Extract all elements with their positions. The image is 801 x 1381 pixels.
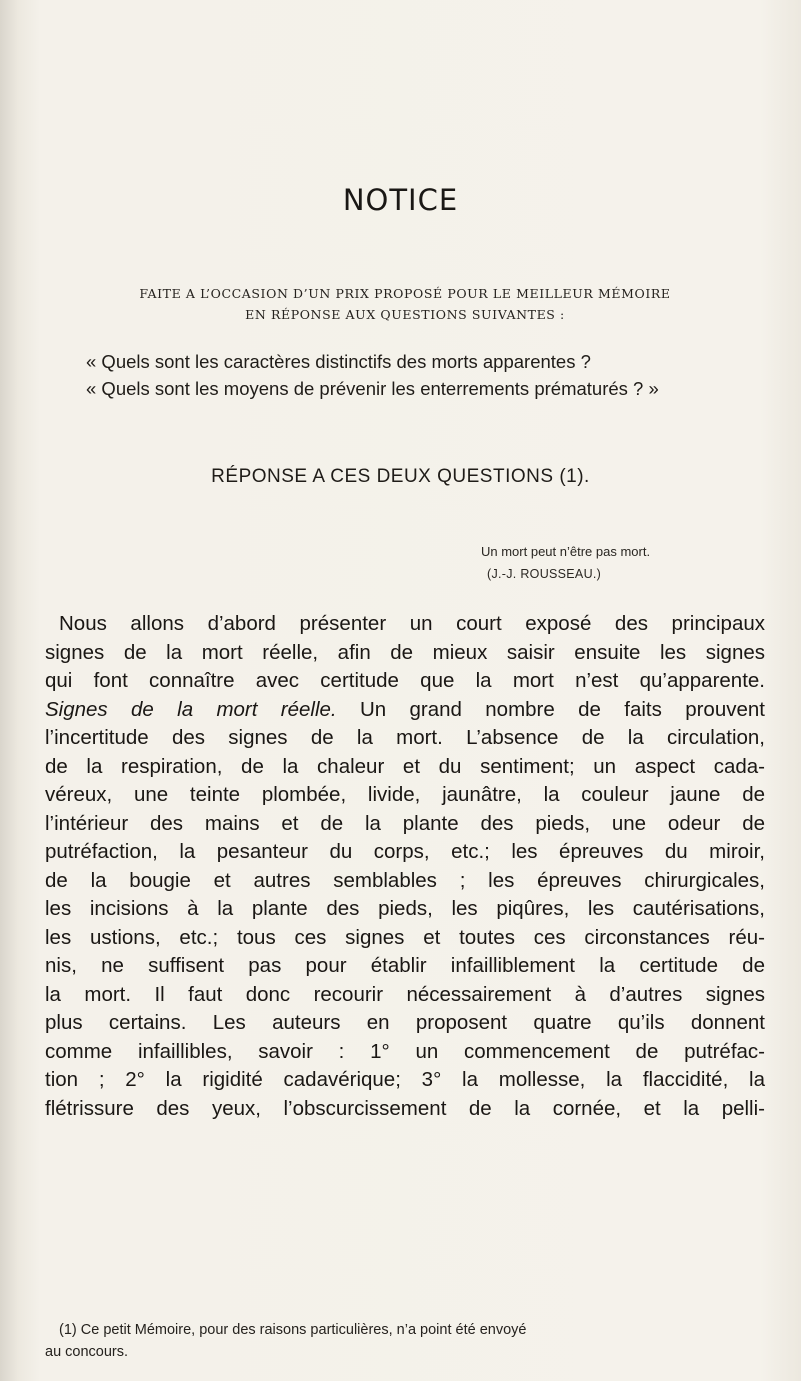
body-paragraph: [45, 610, 765, 1123]
italic-subheading: Signes de la mort réelle.: [45, 697, 337, 721]
question-2: « Quels sont les moyens de prévenir les enterrements prématurés ? »: [86, 378, 659, 399]
page-title: NOTICE: [342, 183, 459, 217]
subtitle-line-2: EN RÉPONSE AUX QUESTIONS SUIVANTES :: [245, 307, 565, 322]
body-line: qui font connaître avec certitude que la mort n’est qu’apparente.: [45, 669, 765, 692]
body-line: l’intérieur des mains et de la plante des pieds, une odeur de: [45, 811, 765, 835]
body-line: les incisions à la plante des pieds, les piqûres, les cautérisations,: [45, 897, 765, 920]
body-line: Nous allons d’abord présenter un court exposé des principaux: [59, 612, 765, 635]
epigraph-quote: Un mort peut n’être pas mort.: [481, 544, 651, 559]
body-line: les ustions, etc.; tous ces signes et toutes ces circonstances réu-: [45, 925, 765, 949]
epigraph-attribution: (J.-J. ROUSSEAU.): [487, 567, 602, 581]
footnote: [45, 1319, 765, 1363]
body-line: flétrissure des yeux, l’obscurcissement de la cornée, et la pelli-: [45, 1096, 765, 1120]
body-line-with-italic: [45, 696, 765, 725]
footnote-line-2: au concours.: [45, 1344, 129, 1360]
question-1: « Quels sont les caractères distinctifs des morts apparentes ?: [86, 351, 591, 372]
body-line: putréfaction, la pesanteur du corps, etc.; les épreuves du miroir,: [45, 840, 765, 863]
body-line-rest: Un grand nombre de faits prouvent: [359, 697, 765, 721]
body-line: tion ; 2° la rigidité cadavérique; 3° la mollesse, la flaccidité, la: [45, 1068, 765, 1091]
body-line: nis, ne suffisent pas pour établir infailliblement la certitude de: [45, 954, 765, 977]
body-line: de la bougie et autres semblables ; les épreuves chirurgicales,: [45, 868, 765, 892]
body-line: comme infaillibles, savoir : 1° un commencement de putréfac-: [45, 1039, 765, 1063]
section-heading: RÉPONSE A CES DEUX QUESTIONS (1).: [211, 466, 590, 487]
body-line: véreux, une teinte plombée, livide, jaunâtre, la couleur jaune de: [45, 783, 765, 806]
footnote-line-1: (1) Ce petit Mémoire, pour des raisons particulières, n’a point été envoyé: [59, 1322, 527, 1338]
body-line: la mort. Il faut donc recourir nécessairement à d’autres signes: [45, 982, 765, 1006]
subtitle-line-1: FAITE A L’OCCASION D’UN PRIX PROPOSÉ POUR LE MEILLEUR MÉMOIRE: [139, 286, 671, 301]
body-line: signes de la mort réelle, afin de mieux saisir ensuite les signes: [45, 640, 765, 664]
body-line: l’incertitude des signes de la mort. L’absence de la circulation,: [45, 726, 765, 749]
body-line: plus certains. Les auteurs en proposent quatre qu’ils donnent: [45, 1011, 765, 1034]
body-line: de la respiration, de la chaleur et du sentiment; un aspect cada-: [45, 754, 765, 778]
